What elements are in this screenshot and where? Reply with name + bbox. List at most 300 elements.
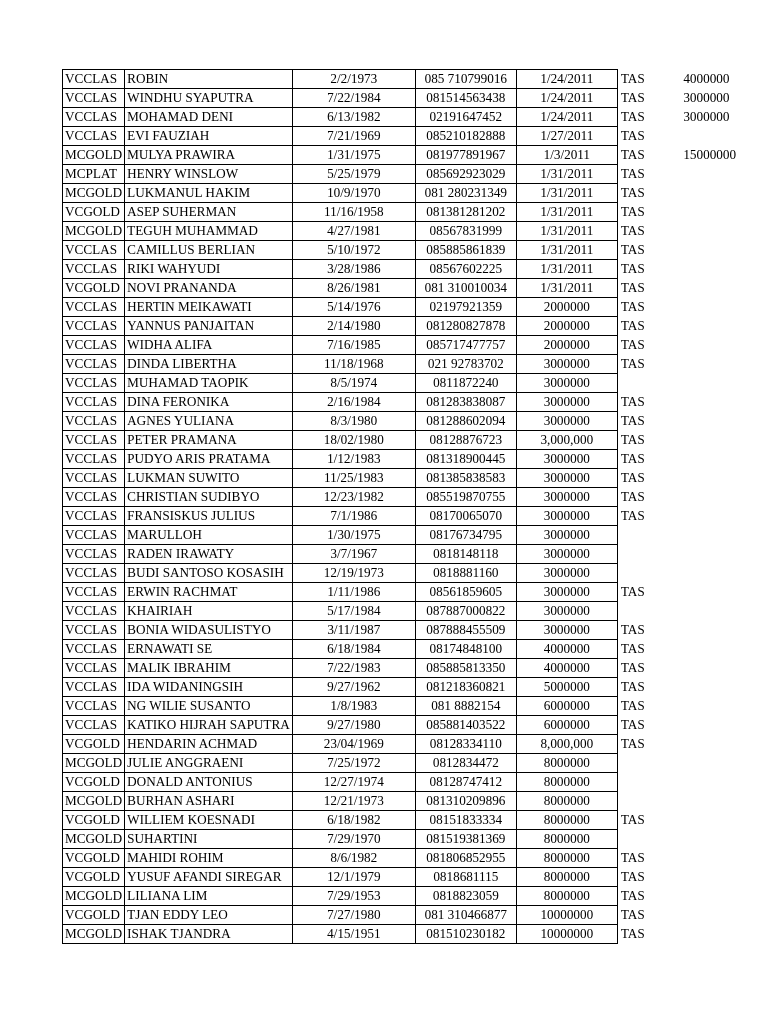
birth-date-cell[interactable]: 10/9/1970 xyxy=(292,184,415,203)
birth-date-cell[interactable]: 12/21/1973 xyxy=(292,792,415,811)
card-type-cell[interactable]: VCGOLD xyxy=(63,279,125,298)
birth-date-cell[interactable]: 7/1/1986 xyxy=(292,507,415,526)
phone-cell[interactable]: 081385838583 xyxy=(415,469,516,488)
card-type-cell[interactable]: VCCLAS xyxy=(63,716,125,735)
phone-cell[interactable]: 081 310010034 xyxy=(415,279,516,298)
value-cell[interactable]: 3000000 xyxy=(516,488,617,507)
amount-cell[interactable] xyxy=(675,868,765,887)
phone-cell[interactable]: 081806852955 xyxy=(415,849,516,868)
status-cell[interactable]: TAS xyxy=(620,261,645,276)
status-cell[interactable] xyxy=(617,374,675,393)
card-type-cell[interactable]: MCGOLD xyxy=(63,754,125,773)
amount-cell[interactable]: 4000000 xyxy=(683,71,730,86)
value-cell[interactable]: 3000000 xyxy=(516,507,617,526)
phone-cell[interactable]: 08128334110 xyxy=(415,735,516,754)
phone-cell[interactable]: 081288602094 xyxy=(415,412,516,431)
phone-cell[interactable]: 085885861839 xyxy=(415,241,516,260)
birth-date-cell[interactable]: 11/16/1958 xyxy=(292,203,415,222)
card-type-cell[interactable]: VCCLAS xyxy=(63,583,125,602)
value-cell[interactable]: 8000000 xyxy=(516,754,617,773)
birth-date-cell[interactable]: 3/11/1987 xyxy=(292,621,415,640)
amount-cell[interactable] xyxy=(675,754,765,773)
value-cell[interactable]: 3000000 xyxy=(516,450,617,469)
birth-date-cell[interactable]: 7/16/1985 xyxy=(292,336,415,355)
status-cell[interactable]: TAS xyxy=(620,242,645,257)
card-type-cell[interactable]: VCCLAS xyxy=(63,488,125,507)
status-cell[interactable]: TAS xyxy=(620,128,645,143)
name-cell[interactable]: DINDA LIBERTHA xyxy=(125,355,293,374)
status-cell[interactable]: TAS xyxy=(620,318,645,333)
amount-cell[interactable]: 15000000 xyxy=(683,147,737,162)
value-cell[interactable]: 8000000 xyxy=(516,792,617,811)
birth-date-cell[interactable]: 7/29/1970 xyxy=(292,830,415,849)
card-type-cell[interactable]: VCCLAS xyxy=(63,697,125,716)
name-cell[interactable]: ERNAWATI SE xyxy=(125,640,293,659)
card-type-cell[interactable]: VCCLAS xyxy=(63,621,125,640)
card-type-cell[interactable]: VCCLAS xyxy=(63,336,125,355)
phone-cell[interactable]: 08561859605 xyxy=(415,583,516,602)
status-cell[interactable]: TAS xyxy=(620,432,645,447)
amount-cell[interactable] xyxy=(675,773,765,792)
name-cell[interactable]: LUKMANUL HAKIM xyxy=(125,184,293,203)
value-cell[interactable]: 6000000 xyxy=(516,716,617,735)
status-cell[interactable]: TAS xyxy=(620,660,645,675)
amount-cell[interactable] xyxy=(675,792,765,811)
amount-cell[interactable] xyxy=(675,298,765,317)
birth-date-cell[interactable]: 8/26/1981 xyxy=(292,279,415,298)
status-cell[interactable] xyxy=(617,526,675,545)
card-type-cell[interactable]: VCCLAS xyxy=(63,412,125,431)
phone-cell[interactable]: 087888455509 xyxy=(415,621,516,640)
value-cell[interactable]: 1/31/2011 xyxy=(516,279,617,298)
value-cell[interactable]: 1/3/2011 xyxy=(516,146,617,165)
amount-cell[interactable] xyxy=(675,431,765,450)
value-cell[interactable]: 3000000 xyxy=(516,583,617,602)
status-cell[interactable]: TAS xyxy=(620,185,645,200)
birth-date-cell[interactable]: 2/2/1973 xyxy=(292,70,415,89)
name-cell[interactable]: HERTIN MEIKAWATI xyxy=(125,298,293,317)
status-cell[interactable]: TAS xyxy=(620,470,645,485)
name-cell[interactable]: ASEP SUHERMAN xyxy=(125,203,293,222)
amount-cell[interactable] xyxy=(675,374,765,393)
phone-cell[interactable]: 087887000822 xyxy=(415,602,516,621)
card-type-cell[interactable]: VCGOLD xyxy=(63,906,125,925)
name-cell[interactable]: CHRISTIAN SUDIBYO xyxy=(125,488,293,507)
amount-cell[interactable] xyxy=(675,583,765,602)
birth-date-cell[interactable]: 5/10/1972 xyxy=(292,241,415,260)
name-cell[interactable]: RADEN IRAWATY xyxy=(125,545,293,564)
value-cell[interactable]: 6000000 xyxy=(516,697,617,716)
status-cell[interactable]: TAS xyxy=(620,736,645,751)
phone-cell[interactable]: 08151833334 xyxy=(415,811,516,830)
status-cell[interactable] xyxy=(617,830,675,849)
phone-cell[interactable]: 0818148118 xyxy=(415,545,516,564)
name-cell[interactable]: EVI FAUZIAH xyxy=(125,127,293,146)
value-cell[interactable]: 1/31/2011 xyxy=(516,222,617,241)
amount-cell[interactable] xyxy=(675,184,765,203)
phone-cell[interactable]: 081514563438 xyxy=(415,89,516,108)
name-cell[interactable]: MAHIDI ROHIM xyxy=(125,849,293,868)
value-cell[interactable]: 1/31/2011 xyxy=(516,203,617,222)
status-cell[interactable] xyxy=(617,792,675,811)
card-type-cell[interactable]: VCCLAS xyxy=(63,317,125,336)
name-cell[interactable]: MULYA PRAWIRA xyxy=(125,146,293,165)
name-cell[interactable]: SUHARTINI xyxy=(125,830,293,849)
phone-cell[interactable]: 0818681115 xyxy=(415,868,516,887)
status-cell[interactable]: TAS xyxy=(620,223,645,238)
card-type-cell[interactable]: VCGOLD xyxy=(63,849,125,868)
card-type-cell[interactable]: VCGOLD xyxy=(63,868,125,887)
birth-date-cell[interactable]: 1/8/1983 xyxy=(292,697,415,716)
card-type-cell[interactable]: VCCLAS xyxy=(63,241,125,260)
birth-date-cell[interactable]: 6/13/1982 xyxy=(292,108,415,127)
birth-date-cell[interactable]: 5/17/1984 xyxy=(292,602,415,621)
phone-cell[interactable]: 085519870755 xyxy=(415,488,516,507)
name-cell[interactable]: PETER PRAMANA xyxy=(125,431,293,450)
status-cell[interactable]: TAS xyxy=(620,90,645,105)
phone-cell[interactable]: 0818823059 xyxy=(415,887,516,906)
name-cell[interactable]: BURHAN ASHARI xyxy=(125,792,293,811)
phone-cell[interactable]: 02197921359 xyxy=(415,298,516,317)
status-cell[interactable]: TAS xyxy=(620,489,645,504)
card-type-cell[interactable]: MCGOLD xyxy=(63,925,125,944)
amount-cell[interactable] xyxy=(675,488,765,507)
name-cell[interactable]: PUDYO ARIS PRATAMA xyxy=(125,450,293,469)
amount-cell[interactable] xyxy=(675,393,765,412)
status-cell[interactable]: TAS xyxy=(620,356,645,371)
status-cell[interactable] xyxy=(617,564,675,583)
phone-cell[interactable]: 081310209896 xyxy=(415,792,516,811)
card-type-cell[interactable]: VCCLAS xyxy=(63,526,125,545)
birth-date-cell[interactable]: 1/30/1975 xyxy=(292,526,415,545)
status-cell[interactable]: TAS xyxy=(620,394,645,409)
value-cell[interactable]: 3000000 xyxy=(516,621,617,640)
birth-date-cell[interactable]: 7/22/1983 xyxy=(292,659,415,678)
birth-date-cell[interactable]: 11/18/1968 xyxy=(292,355,415,374)
birth-date-cell[interactable]: 9/27/1980 xyxy=(292,716,415,735)
phone-cell[interactable]: 08567831999 xyxy=(415,222,516,241)
amount-cell[interactable] xyxy=(675,450,765,469)
amount-cell[interactable] xyxy=(675,564,765,583)
phone-cell[interactable]: 085881403522 xyxy=(415,716,516,735)
card-type-cell[interactable]: VCCLAS xyxy=(63,469,125,488)
card-type-cell[interactable]: MCGOLD xyxy=(63,830,125,849)
card-type-cell[interactable]: VCGOLD xyxy=(63,203,125,222)
amount-cell[interactable] xyxy=(675,222,765,241)
status-cell[interactable] xyxy=(617,773,675,792)
name-cell[interactable]: TEGUH MUHAMMAD xyxy=(125,222,293,241)
card-type-cell[interactable]: MCGOLD xyxy=(63,792,125,811)
status-cell[interactable]: TAS xyxy=(620,926,645,941)
value-cell[interactable]: 4000000 xyxy=(516,640,617,659)
birth-date-cell[interactable]: 8/3/1980 xyxy=(292,412,415,431)
value-cell[interactable]: 8,000,000 xyxy=(516,735,617,754)
value-cell[interactable]: 1/31/2011 xyxy=(516,260,617,279)
amount-cell[interactable] xyxy=(675,412,765,431)
birth-date-cell[interactable]: 7/29/1953 xyxy=(292,887,415,906)
status-cell[interactable] xyxy=(617,545,675,564)
name-cell[interactable]: ERWIN RACHMAT xyxy=(125,583,293,602)
card-type-cell[interactable]: VCGOLD xyxy=(63,735,125,754)
phone-cell[interactable]: 08176734795 xyxy=(415,526,516,545)
name-cell[interactable]: JULIE ANGGRAENI xyxy=(125,754,293,773)
card-type-cell[interactable]: VCCLAS xyxy=(63,431,125,450)
amount-cell[interactable] xyxy=(675,526,765,545)
birth-date-cell[interactable]: 7/22/1984 xyxy=(292,89,415,108)
card-type-cell[interactable]: VCCLAS xyxy=(63,678,125,697)
name-cell[interactable]: ISHAK TJANDRA xyxy=(125,925,293,944)
birth-date-cell[interactable]: 3/7/1967 xyxy=(292,545,415,564)
name-cell[interactable]: WIDHA ALIFA xyxy=(125,336,293,355)
phone-cell[interactable]: 081 280231349 xyxy=(415,184,516,203)
phone-cell[interactable]: 08170065070 xyxy=(415,507,516,526)
value-cell[interactable]: 8000000 xyxy=(516,868,617,887)
amount-cell[interactable] xyxy=(675,925,765,944)
phone-cell[interactable]: 021 92783702 xyxy=(415,355,516,374)
phone-cell[interactable]: 081 8882154 xyxy=(415,697,516,716)
phone-cell[interactable]: 08128747412 xyxy=(415,773,516,792)
card-type-cell[interactable]: MCPLAT xyxy=(63,165,125,184)
birth-date-cell[interactable]: 18/02/1980 xyxy=(292,431,415,450)
value-cell[interactable]: 1/31/2011 xyxy=(516,241,617,260)
name-cell[interactable]: YANNUS PANJAITAN xyxy=(125,317,293,336)
value-cell[interactable]: 8000000 xyxy=(516,773,617,792)
status-cell[interactable]: TAS xyxy=(620,717,645,732)
birth-date-cell[interactable]: 8/5/1974 xyxy=(292,374,415,393)
name-cell[interactable]: LUKMAN SUWITO xyxy=(125,469,293,488)
name-cell[interactable]: MALIK IBRAHIM xyxy=(125,659,293,678)
birth-date-cell[interactable]: 4/27/1981 xyxy=(292,222,415,241)
card-type-cell[interactable]: VCCLAS xyxy=(63,640,125,659)
name-cell[interactable]: MOHAMAD DENI xyxy=(125,108,293,127)
status-cell[interactable]: TAS xyxy=(620,698,645,713)
amount-cell[interactable] xyxy=(675,697,765,716)
amount-cell[interactable] xyxy=(675,355,765,374)
amount-cell[interactable] xyxy=(675,336,765,355)
birth-date-cell[interactable]: 5/25/1979 xyxy=(292,165,415,184)
birth-date-cell[interactable]: 7/25/1972 xyxy=(292,754,415,773)
card-type-cell[interactable]: VCCLAS xyxy=(63,260,125,279)
name-cell[interactable]: DONALD ANTONIUS xyxy=(125,773,293,792)
birth-date-cell[interactable]: 12/1/1979 xyxy=(292,868,415,887)
card-type-cell[interactable]: VCCLAS xyxy=(63,659,125,678)
name-cell[interactable]: MUHAMAD TAOPIK xyxy=(125,374,293,393)
status-cell[interactable]: TAS xyxy=(620,812,645,827)
birth-date-cell[interactable]: 12/23/1982 xyxy=(292,488,415,507)
birth-date-cell[interactable]: 7/21/1969 xyxy=(292,127,415,146)
amount-cell[interactable] xyxy=(675,317,765,336)
value-cell[interactable]: 2000000 xyxy=(516,317,617,336)
value-cell[interactable]: 3000000 xyxy=(516,602,617,621)
card-type-cell[interactable]: VCCLAS xyxy=(63,127,125,146)
birth-date-cell[interactable]: 8/6/1982 xyxy=(292,849,415,868)
value-cell[interactable]: 1/24/2011 xyxy=(516,89,617,108)
value-cell[interactable]: 3000000 xyxy=(516,469,617,488)
phone-cell[interactable]: 081318900445 xyxy=(415,450,516,469)
card-type-cell[interactable]: VCCLAS xyxy=(63,450,125,469)
name-cell[interactable]: AGNES YULIANA xyxy=(125,412,293,431)
card-type-cell[interactable]: VCCLAS xyxy=(63,545,125,564)
card-type-cell[interactable]: VCGOLD xyxy=(63,773,125,792)
amount-cell[interactable] xyxy=(675,811,765,830)
phone-cell[interactable]: 085885813350 xyxy=(415,659,516,678)
value-cell[interactable]: 10000000 xyxy=(516,925,617,944)
card-type-cell[interactable]: VCCLAS xyxy=(63,70,125,89)
phone-cell[interactable]: 081977891967 xyxy=(415,146,516,165)
card-type-cell[interactable]: VCCLAS xyxy=(63,89,125,108)
value-cell[interactable]: 3000000 xyxy=(516,412,617,431)
value-cell[interactable]: 10000000 xyxy=(516,906,617,925)
amount-cell[interactable] xyxy=(675,906,765,925)
value-cell[interactable]: 8000000 xyxy=(516,830,617,849)
phone-cell[interactable]: 0818881160 xyxy=(415,564,516,583)
name-cell[interactable]: BUDI SANTOSO KOSASIH xyxy=(125,564,293,583)
amount-cell[interactable] xyxy=(675,849,765,868)
phone-cell[interactable]: 0811872240 xyxy=(415,374,516,393)
phone-cell[interactable]: 08174848100 xyxy=(415,640,516,659)
birth-date-cell[interactable]: 11/25/1983 xyxy=(292,469,415,488)
name-cell[interactable]: HENDARIN ACHMAD xyxy=(125,735,293,754)
name-cell[interactable]: KATIKO HIJRAH SAPUTRA xyxy=(125,716,293,735)
value-cell[interactable]: 3000000 xyxy=(516,374,617,393)
status-cell[interactable]: TAS xyxy=(620,451,645,466)
status-cell[interactable] xyxy=(617,602,675,621)
name-cell[interactable]: CAMILLUS BERLIAN xyxy=(125,241,293,260)
card-type-cell[interactable]: MCGOLD xyxy=(63,146,125,165)
amount-cell[interactable] xyxy=(675,735,765,754)
amount-cell[interactable] xyxy=(675,279,765,298)
amount-cell[interactable] xyxy=(675,659,765,678)
status-cell[interactable]: TAS xyxy=(620,204,645,219)
phone-cell[interactable]: 081 310466877 xyxy=(415,906,516,925)
card-type-cell[interactable]: VCCLAS xyxy=(63,374,125,393)
name-cell[interactable]: MARULLOH xyxy=(125,526,293,545)
amount-cell[interactable] xyxy=(675,602,765,621)
card-type-cell[interactable]: VCCLAS xyxy=(63,298,125,317)
value-cell[interactable]: 3000000 xyxy=(516,564,617,583)
name-cell[interactable]: WILLIEM KOESNADI xyxy=(125,811,293,830)
birth-date-cell[interactable]: 2/14/1980 xyxy=(292,317,415,336)
value-cell[interactable]: 2000000 xyxy=(516,336,617,355)
name-cell[interactable]: DINA FERONIKA xyxy=(125,393,293,412)
phone-cell[interactable]: 085717477757 xyxy=(415,336,516,355)
phone-cell[interactable]: 081381281202 xyxy=(415,203,516,222)
name-cell[interactable]: LILIANA LIM xyxy=(125,887,293,906)
amount-cell[interactable] xyxy=(675,640,765,659)
phone-cell[interactable]: 0812834472 xyxy=(415,754,516,773)
name-cell[interactable]: RIKI WAHYUDI xyxy=(125,260,293,279)
name-cell[interactable]: WINDHU SYAPUTRA xyxy=(125,89,293,108)
status-cell[interactable]: TAS xyxy=(620,166,645,181)
name-cell[interactable]: KHAIRIAH xyxy=(125,602,293,621)
value-cell[interactable]: 8000000 xyxy=(516,849,617,868)
status-cell[interactable] xyxy=(617,754,675,773)
value-cell[interactable]: 3,000,000 xyxy=(516,431,617,450)
birth-date-cell[interactable]: 12/19/1973 xyxy=(292,564,415,583)
value-cell[interactable]: 1/24/2011 xyxy=(516,108,617,127)
value-cell[interactable]: 4000000 xyxy=(516,659,617,678)
status-cell[interactable]: TAS xyxy=(620,869,645,884)
card-type-cell[interactable]: VCCLAS xyxy=(63,507,125,526)
name-cell[interactable]: NG WILIE SUSANTO xyxy=(125,697,293,716)
amount-cell[interactable] xyxy=(675,241,765,260)
phone-cell[interactable]: 081519381369 xyxy=(415,830,516,849)
name-cell[interactable]: YUSUF AFANDI SIREGAR xyxy=(125,868,293,887)
status-cell[interactable]: TAS xyxy=(620,641,645,656)
value-cell[interactable]: 8000000 xyxy=(516,887,617,906)
amount-cell[interactable]: 3000000 xyxy=(683,109,730,124)
name-cell[interactable]: FRANSISKUS JULIUS xyxy=(125,507,293,526)
birth-date-cell[interactable]: 1/11/1986 xyxy=(292,583,415,602)
value-cell[interactable]: 3000000 xyxy=(516,526,617,545)
value-cell[interactable]: 3000000 xyxy=(516,355,617,374)
card-type-cell[interactable]: VCCLAS xyxy=(63,393,125,412)
birth-date-cell[interactable]: 6/18/1984 xyxy=(292,640,415,659)
phone-cell[interactable]: 081280827878 xyxy=(415,317,516,336)
phone-cell[interactable]: 081510230182 xyxy=(415,925,516,944)
amount-cell[interactable] xyxy=(675,716,765,735)
birth-date-cell[interactable]: 6/18/1982 xyxy=(292,811,415,830)
value-cell[interactable]: 3000000 xyxy=(516,393,617,412)
amount-cell[interactable] xyxy=(675,507,765,526)
name-cell[interactable]: IDA WIDANINGSIH xyxy=(125,678,293,697)
birth-date-cell[interactable]: 5/14/1976 xyxy=(292,298,415,317)
status-cell[interactable]: TAS xyxy=(620,280,645,295)
phone-cell[interactable]: 08567602225 xyxy=(415,260,516,279)
amount-cell[interactable] xyxy=(675,165,765,184)
value-cell[interactable]: 1/31/2011 xyxy=(516,165,617,184)
status-cell[interactable]: TAS xyxy=(620,907,645,922)
amount-cell[interactable]: 3000000 xyxy=(683,90,730,105)
amount-cell[interactable] xyxy=(675,621,765,640)
value-cell[interactable]: 3000000 xyxy=(516,545,617,564)
name-cell[interactable]: NOVI PRANANDA xyxy=(125,279,293,298)
birth-date-cell[interactable]: 7/27/1980 xyxy=(292,906,415,925)
status-cell[interactable]: TAS xyxy=(620,888,645,903)
phone-cell[interactable]: 02191647452 xyxy=(415,108,516,127)
status-cell[interactable]: TAS xyxy=(620,584,645,599)
value-cell[interactable]: 8000000 xyxy=(516,811,617,830)
value-cell[interactable]: 1/27/2011 xyxy=(516,127,617,146)
card-type-cell[interactable]: MCGOLD xyxy=(63,887,125,906)
phone-cell[interactable]: 08128876723 xyxy=(415,431,516,450)
phone-cell[interactable]: 085 710799016 xyxy=(415,70,516,89)
status-cell[interactable]: TAS xyxy=(620,850,645,865)
birth-date-cell[interactable]: 1/31/1975 xyxy=(292,146,415,165)
status-cell[interactable]: TAS xyxy=(620,147,645,162)
value-cell[interactable]: 5000000 xyxy=(516,678,617,697)
phone-cell[interactable]: 085210182888 xyxy=(415,127,516,146)
birth-date-cell[interactable]: 1/12/1983 xyxy=(292,450,415,469)
name-cell[interactable]: HENRY WINSLOW xyxy=(125,165,293,184)
card-type-cell[interactable]: VCCLAS xyxy=(63,602,125,621)
amount-cell[interactable] xyxy=(675,260,765,279)
name-cell[interactable]: TJAN EDDY LEO xyxy=(125,906,293,925)
status-cell[interactable]: TAS xyxy=(620,299,645,314)
status-cell[interactable]: TAS xyxy=(620,508,645,523)
birth-date-cell[interactable]: 3/28/1986 xyxy=(292,260,415,279)
card-type-cell[interactable]: VCCLAS xyxy=(63,108,125,127)
card-type-cell[interactable]: VCCLAS xyxy=(63,564,125,583)
phone-cell[interactable]: 081218360821 xyxy=(415,678,516,697)
name-cell[interactable]: BONIA WIDASULISTYO xyxy=(125,621,293,640)
value-cell[interactable]: 1/24/2011 xyxy=(516,70,617,89)
birth-date-cell[interactable]: 4/15/1951 xyxy=(292,925,415,944)
card-type-cell[interactable]: VCCLAS xyxy=(63,355,125,374)
name-cell[interactable]: ROBIN xyxy=(125,70,293,89)
phone-cell[interactable]: 081283838087 xyxy=(415,393,516,412)
card-type-cell[interactable]: MCGOLD xyxy=(63,184,125,203)
